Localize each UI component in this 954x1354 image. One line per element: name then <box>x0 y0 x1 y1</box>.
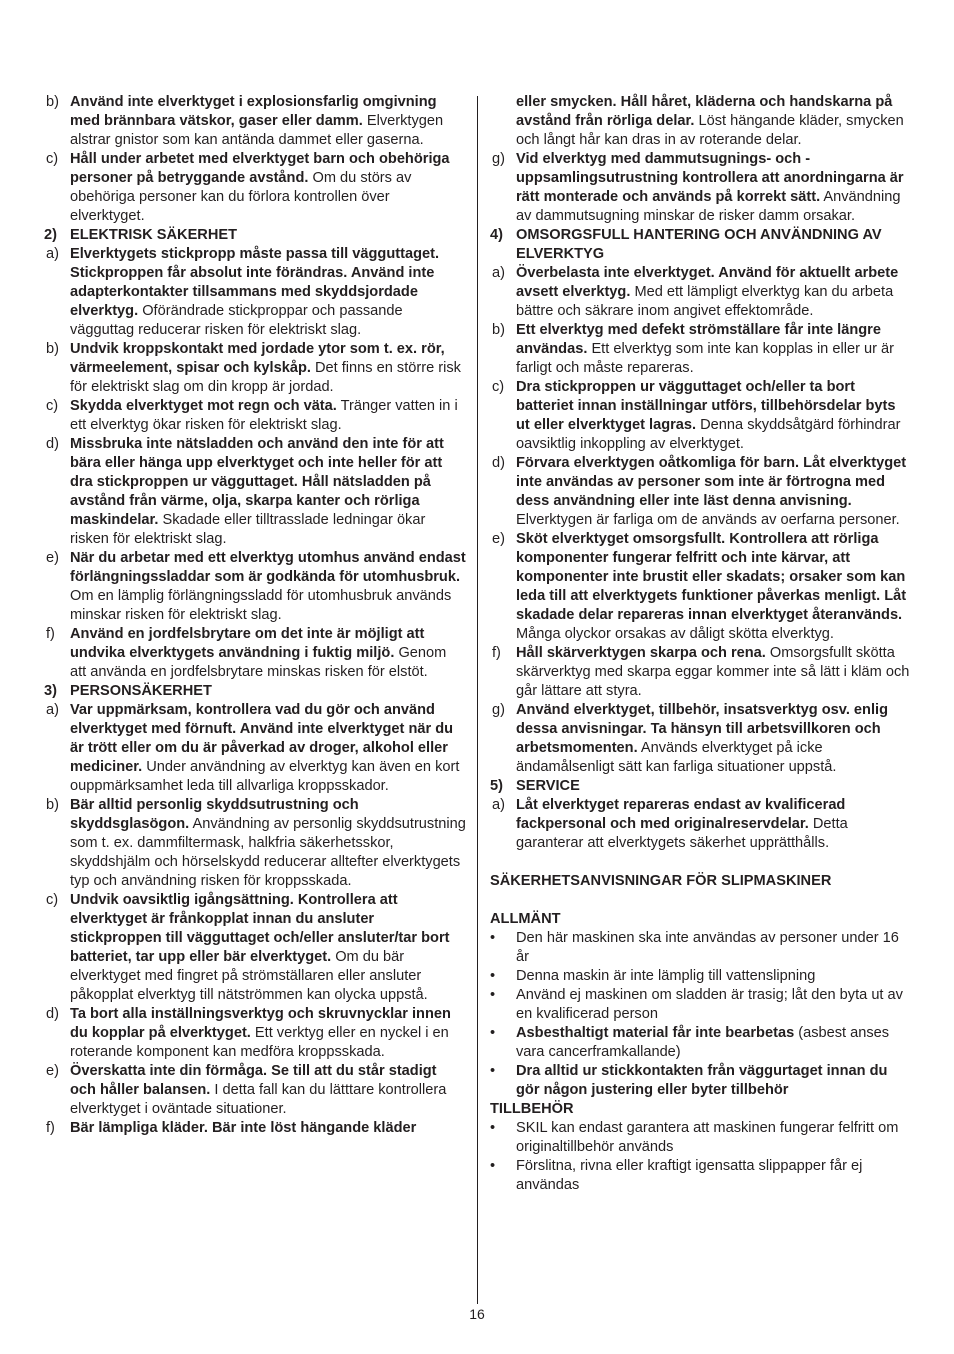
item-text: Skadade eller tilltrasslade ledningar ökar risken för elektriskt slag. <box>70 512 426 547</box>
item-bold-text: Var uppmärksam, kontrollera vad du gör och använd elverktyget med förnuft. Använd inte elverktyget när du är trött eller om du är påverkad av droger, alkohol eller mediciner. <box>70 702 454 775</box>
item-letter: d) <box>492 455 505 471</box>
bullet-item <box>490 929 910 967</box>
item-text: Genom att använda en jordfelsbrytare minskas risken för elstöt. <box>70 645 447 680</box>
numbered-section-heading <box>490 226 910 264</box>
item-bold-text: Överbelasta inte elverktyget. Använd för aktuellt arbete avsett elverktyg. <box>516 265 899 300</box>
bullet-item <box>490 967 910 986</box>
item-letter: f) <box>492 645 501 661</box>
item-bold-text: Förvara elverktygen oåtkomliga för barn. Låt elverktyget inte användas av personer som inte är förtrogna med dess användning eller inte läst denna anvisning. <box>516 455 907 509</box>
list-item <box>44 891 466 1005</box>
item-text: Om du bär elverktyget med fingret på strömställaren eller ansluter påkopplat elverktyg till nätströmmen kan olycka uppstå. <box>70 949 428 1003</box>
bullet-item <box>490 1062 910 1100</box>
bullet-item <box>490 986 910 1024</box>
list-item <box>44 1005 466 1062</box>
item-text: Många olyckor orsakas av dåligt skötta elverktyg. <box>516 626 834 642</box>
item-letter: a) <box>46 246 59 262</box>
item-text: (asbest anses vara cancerframkallande) <box>516 1025 890 1060</box>
list-item <box>490 701 910 777</box>
item-letter: e) <box>46 550 59 566</box>
item-bold-text: Använd elverktyget, tillbehör, insatsverktyg osv. enlig dessa anvisningar. Ta hänsyn till arbetsvillkoren och arbetsmomenten. <box>516 702 888 756</box>
spacer <box>490 853 910 872</box>
column-divider <box>477 96 478 1304</box>
item-letter: c) <box>46 398 59 414</box>
section-heading: ALLMÄNT <box>490 911 561 927</box>
item-bold-text: Använd inte elverktyget i explosionsfarlig omgivning med brännbara vätskor, gaser eller damm. <box>70 94 437 129</box>
section-title: ELEKTRISK SÄKERHET <box>70 227 238 243</box>
item-text: Används elverktyget på icke ändamålsenligt sätt kan farliga situationer uppstå. <box>516 740 837 775</box>
item-text: Om en lämplig förlängningssladd för utomhusbruk används minskar risken för elektriskt slag. <box>70 588 452 623</box>
item-text: I detta fall kan du lätttare kontrollera elverktyget i oväntade situationer. <box>70 1082 447 1117</box>
item-bold-text: Vid elverktyg med dammutsugnings- och -uppsamlingsutrustning kontrollera att anordningarna är rätt monterade och används på korrekt sätt. <box>516 151 904 205</box>
bullet-marker: • <box>490 1025 496 1041</box>
item-letter: b) <box>46 94 59 110</box>
item-text: Elverktygen alstrar gnistor som kan antända dammet eller gaserna. <box>70 113 444 148</box>
item-text: Löst hängande kläder, smycken och långt hår kan dras in av roterande delar. <box>516 113 904 148</box>
item-bold-text: Håll under arbetet med elverktyget barn och obehöriga personer på betryggande avstånd. <box>70 151 450 186</box>
list-item <box>490 150 910 226</box>
list-item <box>490 264 910 321</box>
item-bold-text: Sköt elverktyget omsorgsfullt. Kontrollera att rörliga komponenter fungerar felfritt och inte kärvar, att komponenter inte brustit eller skadats; orsaker som kan leda till att elverktygets funktioner påverkas menligt. Låt skadade delar repareras innan elverktyget återanvänds. <box>516 531 907 623</box>
right-column <box>490 93 910 1195</box>
item-letter: a) <box>492 265 505 281</box>
item-letter: g) <box>492 702 505 718</box>
item-text: Under användning av elverktyg kan även en kort ouppmärksamhet leda till allvarliga kroppsskador. <box>70 759 460 794</box>
item-bold-text: Missbruka inte nätsladden och använd den inte för att bära eller hänga upp elverktyget och inte heller för att dra stickproppen ur vägguttaget. Håll nätsladden på avstånd från värme, olja, skarpa kanter och rörliga maskindelar. <box>70 436 444 528</box>
item-bold-text: Håll skärverktygen skarpa och rena. <box>516 645 766 661</box>
list-item <box>44 397 466 435</box>
item-bold-text: Ta bort alla inställningsverktyg och skruvnycklar innen du kopplar på elverktyget. <box>70 1006 451 1041</box>
bullet-item <box>490 1119 910 1157</box>
item-letter: c) <box>46 892 59 908</box>
list-item <box>490 530 910 644</box>
list-item <box>490 454 910 530</box>
list-item <box>44 340 466 397</box>
item-letter: e) <box>46 1063 59 1079</box>
item-bold-text: Elverktygets stickpropp måste passa till vägguttaget. Stickproppen får absolut inte förändras. Använd inte adapterkontakter tillsammans med skyddsjordade elverktyg. <box>70 246 440 319</box>
item-letter: b) <box>46 797 59 813</box>
item-bold-text: Asbesthaltigt material får inte bearbetas <box>516 1025 795 1041</box>
item-bold-text: Dra alltid ur stickkontakten från väggurtaget innan du gör någon justering eller byter tillbehör <box>516 1063 888 1098</box>
bullet-marker: • <box>490 930 496 946</box>
item-bold-text: När du arbetar med ett elverktyg utomhus använd endast förlängningssladdar som är godkända för utomhusbruk. <box>70 550 466 585</box>
item-letter: g) <box>492 151 505 167</box>
item-bold-text: Dra stickproppen ur vägguttaget och/eller ta bort batteriet innan inställningar utförs, tillbehörsdelar byts ut eller elverktyget lagras. <box>516 379 896 433</box>
item-letter: b) <box>46 341 59 357</box>
item-text: Användning av personlig skyddsutrustning som t. ex. dammfiltermask, halkfria säkerhetsskor, skyddshjälm och hörselskydd reducerar alltefter elverktygets typ och användning risken för kroppsskada. <box>70 816 466 889</box>
item-text: Det finns en större risk för elektriskt slag om din kropp är jordad. <box>70 360 461 395</box>
list-item <box>44 701 466 796</box>
list-item <box>44 1062 466 1119</box>
bullet-marker: • <box>490 1158 496 1174</box>
item-text: Ett elverktyg som inte kan kopplas in eller ur är farligt och måste repareras. <box>516 341 894 376</box>
list-item <box>44 245 466 340</box>
spacer <box>490 891 910 910</box>
section-number: 5) <box>490 778 503 794</box>
item-letter: c) <box>492 379 505 395</box>
item-text: Oförändrade stickproppar och passande vägguttag reducerar risken för elektriskt slag. <box>70 303 403 338</box>
list-item <box>44 435 466 549</box>
list-item <box>44 150 466 226</box>
item-bold-text: Undvik oavsiktlig igångsättning. Kontrollera att elverktyget är frånkopplat innan du ansluter stickproppen till vägguttaget och/eller ansluter/tar bort batteriet, tar upp eller bär elverktyget. <box>70 892 450 965</box>
item-letter: d) <box>46 1006 59 1022</box>
item-bold-text: Använd en jordfelsbrytare om det inte är möjligt att undvika elverktygets användning i fuktig miljö. <box>70 626 425 661</box>
item-bold-text: Bär lämpliga kläder. Bär inte löst hängande kläder <box>70 1120 417 1136</box>
bullet-marker: • <box>490 1063 496 1079</box>
list-item <box>44 93 466 150</box>
item-bold-text: Ett elverktyg med defekt strömställare får inte längre användas. <box>516 322 881 357</box>
page-number: 16 <box>469 1306 485 1322</box>
item-letter: f) <box>46 626 55 642</box>
item-letter: b) <box>492 322 505 338</box>
numbered-section-heading <box>490 777 910 796</box>
list-item <box>44 549 466 625</box>
list-item <box>44 1119 466 1138</box>
list-item <box>490 796 910 853</box>
left-column <box>44 93 466 1138</box>
list-item <box>44 625 466 682</box>
item-text: Förslitna, rivna eller kraftigt igensatta slippapper får ej användas <box>516 1158 863 1193</box>
numbered-section-heading <box>44 226 466 245</box>
item-letter: a) <box>492 797 505 813</box>
list-item <box>490 644 910 701</box>
section-number: 4) <box>490 227 503 243</box>
section-number: 3) <box>44 683 57 699</box>
item-text: Detta garanterar att elverktygets säkerhet upprätthålls. <box>516 816 848 851</box>
item-bold-text: Bär alltid personlig skyddsutrustning och skyddsglasögon. <box>70 797 359 832</box>
item-text: Denna skyddsåtgärd förhindrar oavsiktlig inkoppling av elverktyget. <box>516 417 901 452</box>
item-bold-text: Låt elverktyget repareras endast av kvalificerad fackpersonal och med originalreservdelar. <box>516 797 846 832</box>
item-letter: e) <box>492 531 505 547</box>
item-text: Användning av dammutsugning minskar de risker damm orsakar. <box>516 189 901 224</box>
item-text: Ett verktyg eller en nyckel i en roterande komponent kan medföra kroppsskada. <box>70 1025 449 1060</box>
item-letter: d) <box>46 436 59 452</box>
list-item <box>490 93 910 150</box>
bullet-item <box>490 1157 910 1195</box>
bullet-marker: • <box>490 968 496 984</box>
item-text: Omsorgsfullt skötta skärverktyg med skarpa eggar kommer inte så lätt i kläm och går lättare att styra. <box>516 645 910 699</box>
item-text: Använd ej maskinen om sladden är trasig; låt den byta ut av en kvalificerad person <box>516 987 903 1022</box>
item-letter: f) <box>46 1120 55 1136</box>
list-item <box>44 796 466 891</box>
item-text: Den här maskinen ska inte användas av personer under 16 år <box>516 930 899 965</box>
item-text: Denna maskin är inte lämplig till vattenslipning <box>516 968 816 984</box>
item-letter: c) <box>46 151 59 167</box>
item-text: SKIL kan endast garantera att maskinen fungerar felfritt om originaltillbehör används <box>516 1120 899 1155</box>
list-item <box>490 378 910 454</box>
item-bold-text: Undvik kroppskontakt med jordade ytor som t. ex. rör, värmeelement, spisar och kylskåp. <box>70 341 445 376</box>
item-bold-text: Överskatta inte din förmåga. Se till att du står stadigt och håller balansen. <box>70 1063 437 1098</box>
section-number: 2) <box>44 227 57 243</box>
section-heading: TILLBEHÖR <box>490 1101 574 1117</box>
section-heading: SÄKERHETSANVISNINGAR FÖR SLIPMASKINER <box>490 873 832 889</box>
bullet-item <box>490 1024 910 1062</box>
item-text: Om du störs av obehöriga personer kan du förlora kontrollen över elverktyget. <box>70 170 412 224</box>
item-letter: a) <box>46 702 59 718</box>
section-title: SERVICE <box>516 778 580 794</box>
item-bold-text: eller smycken. Håll håret, kläderna och handskarna på avstånd från rörliga delar. <box>516 94 893 129</box>
item-text: Med ett lämpligt elverktyg kan du arbeta bättre och säkrare inom angivet effektområde. <box>516 284 894 319</box>
section-title: PERSONSÄKERHET <box>70 683 212 699</box>
numbered-section-heading <box>44 682 466 701</box>
bullet-marker: • <box>490 1120 496 1136</box>
list-item <box>490 321 910 378</box>
section-title: OMSORGSFULL HANTERING OCH ANVÄNDNING AV ELVERKTYG <box>516 227 882 262</box>
item-text: Tränger vatten in i ett elverktyg ökar risken för elektriskt slag. <box>70 398 458 433</box>
item-bold-text: Skydda elverktyget mot regn och väta. <box>70 398 337 414</box>
item-text: Elverktygen är farliga om de används av oerfarna personer. <box>516 512 900 528</box>
bullet-marker: • <box>490 987 496 1003</box>
